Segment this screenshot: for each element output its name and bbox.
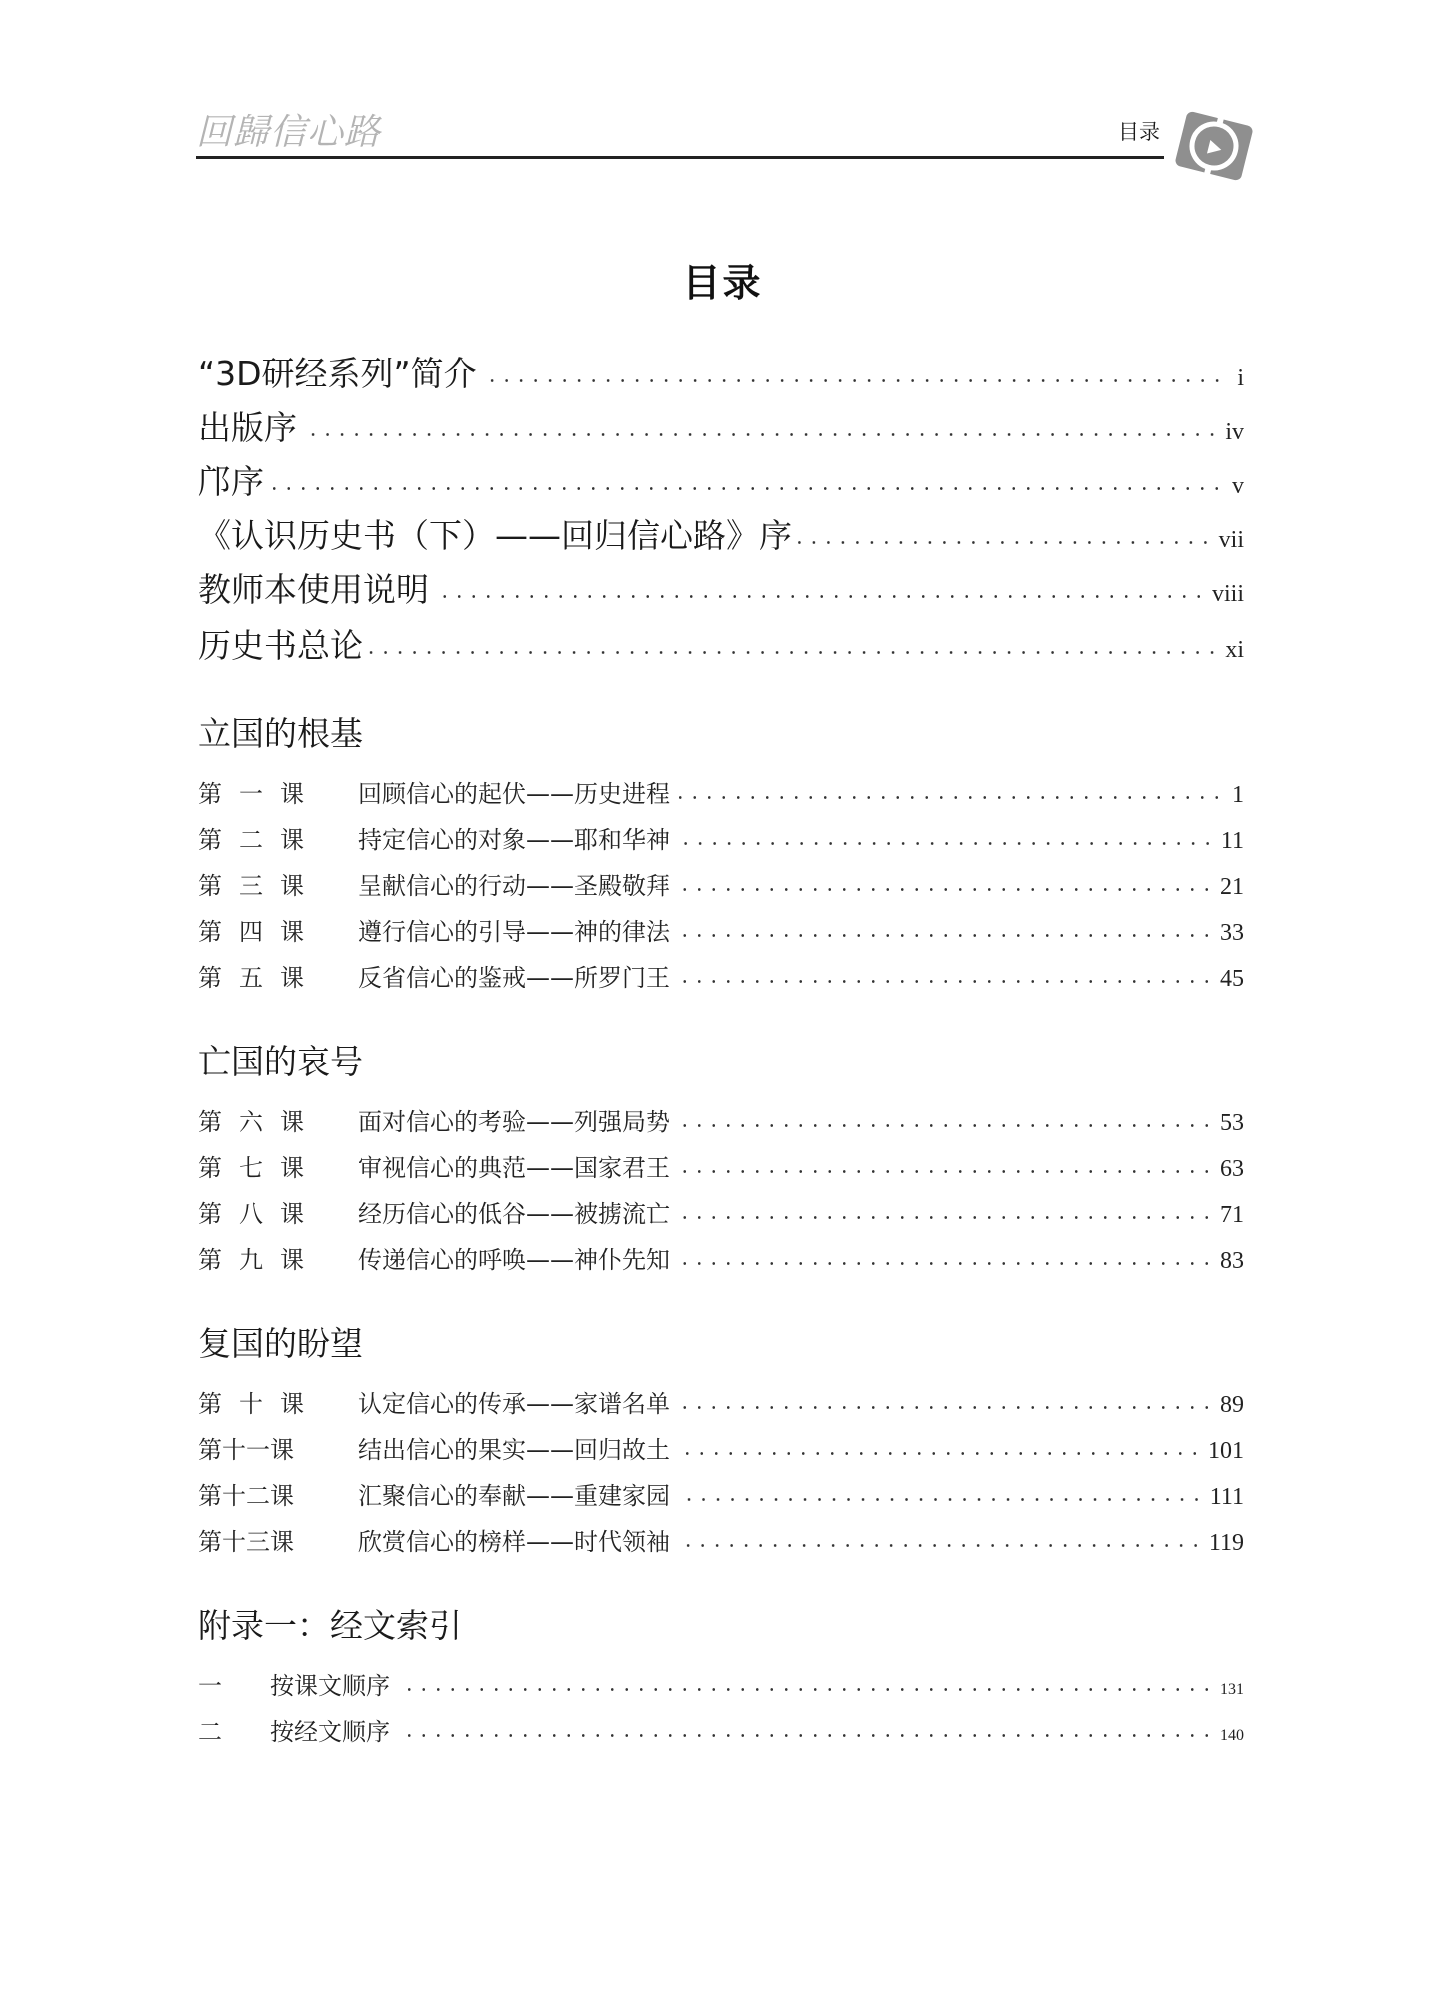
section-heading: 亡国的哀号 xyxy=(198,1042,363,1081)
lesson-title: 汇聚信心的奉献——重建家园 xyxy=(358,1482,670,1510)
dot-leader xyxy=(676,970,1214,986)
lesson-title: 认定信心的传承——家谱名单 xyxy=(358,1390,670,1418)
toc-page-number: 71 xyxy=(1220,1202,1244,1228)
toc-entry-appendix-1[interactable] xyxy=(198,1666,1244,1701)
section-heading: 复国的盼望 xyxy=(198,1324,363,1363)
toc-page-number: 119 xyxy=(1208,1530,1244,1556)
section-heading: 立国的根基 xyxy=(198,714,363,753)
dot-leader xyxy=(676,1206,1214,1222)
dot-leader xyxy=(676,924,1214,940)
lesson-title: 审视信心的典范——国家君王 xyxy=(358,1154,670,1182)
dot-leader xyxy=(676,786,1224,802)
toc-page-number: 63 xyxy=(1220,1156,1244,1182)
toc-page-number: vii xyxy=(1218,527,1244,553)
toc-entry-lesson-10[interactable] xyxy=(198,1384,1244,1419)
lesson-title: 呈献信心的行动——圣殿敬拜 xyxy=(358,872,670,900)
dot-leader xyxy=(676,1442,1202,1458)
toc-entry-front-4[interactable] xyxy=(198,510,1244,557)
appendix-title: 按课文顺序 xyxy=(270,1672,390,1700)
lesson-title: 回顾信心的起伏——历史进程 xyxy=(358,780,670,808)
toc-entry-appendix-2[interactable] xyxy=(198,1712,1244,1747)
toc-entry-lesson-4[interactable] xyxy=(198,912,1244,947)
toc-page-number: iv xyxy=(1225,419,1244,445)
dot-leader xyxy=(676,1396,1214,1412)
toc-entry-label: 历史书总论 xyxy=(198,626,363,665)
toc-entry-lesson-13[interactable] xyxy=(198,1522,1244,1557)
appendix-index: 一 xyxy=(198,1672,222,1700)
toc-entry-label: 《认识历史书（下）——回归信心路》序 xyxy=(198,516,792,555)
dot-leader xyxy=(798,531,1213,547)
lesson-number: 第十课 xyxy=(198,1390,321,1418)
toc-entry-lesson-2[interactable] xyxy=(198,820,1244,855)
toc-page-number: 33 xyxy=(1220,920,1244,946)
toc-entry-label: “3D研经系列”简介 xyxy=(198,354,477,393)
toc-entry-front-6[interactable] xyxy=(198,620,1244,667)
toc-entry-lesson-8[interactable] xyxy=(198,1194,1244,1229)
toc-entry-lesson-5[interactable] xyxy=(198,958,1244,993)
toc-page-number: 11 xyxy=(1220,828,1244,854)
lesson-number: 第四课 xyxy=(198,918,321,946)
lesson-title: 欣赏信心的榜样——时代领袖 xyxy=(358,1528,670,1556)
dot-leader xyxy=(676,1114,1214,1130)
lesson-number: 第十二课 xyxy=(198,1482,294,1510)
lesson-number: 第二课 xyxy=(198,826,321,854)
toc-entry-lesson-12[interactable] xyxy=(198,1476,1244,1511)
toc-page-number: v xyxy=(1232,473,1244,499)
lesson-number: 第一课 xyxy=(198,780,321,808)
toc-entry-lesson-6[interactable] xyxy=(198,1102,1244,1137)
toc-entry-label: 出版序 xyxy=(198,408,297,447)
toc-entry-label: 教师本使用说明 xyxy=(198,570,429,609)
lesson-number: 第十三课 xyxy=(198,1528,294,1556)
lesson-title: 持定信心的对象——耶和华神 xyxy=(358,826,670,854)
toc-page-number: 45 xyxy=(1220,966,1244,992)
page-title: 目录 xyxy=(682,260,763,305)
lesson-number: 第五课 xyxy=(198,964,321,992)
toc-entry-lesson-11[interactable] xyxy=(198,1430,1244,1465)
toc-page-number: 111 xyxy=(1209,1484,1244,1510)
toc-page-number: 140 xyxy=(1220,1727,1244,1744)
dot-leader xyxy=(676,832,1215,848)
toc-entry-front-1[interactable] xyxy=(198,348,1244,395)
toc-entry-lesson-3[interactable] xyxy=(198,866,1244,901)
lesson-number: 第六课 xyxy=(198,1108,321,1136)
toc-entry-front-2[interactable] xyxy=(198,402,1244,449)
toc-entry-front-5[interactable] xyxy=(198,564,1244,611)
toc-page-number: xi xyxy=(1225,637,1244,663)
lesson-number: 第七课 xyxy=(198,1154,321,1182)
appendix-heading: 附录一：经文索引 xyxy=(198,1606,462,1645)
toc-entry-lesson-7[interactable] xyxy=(198,1148,1244,1183)
toc-page-number: 53 xyxy=(1220,1110,1244,1136)
lesson-title: 传递信心的呼唤——神仆先知 xyxy=(358,1246,670,1274)
dot-leader xyxy=(270,477,1224,493)
header-rule xyxy=(196,156,1164,159)
lesson-title: 结出信心的果实——回归故土 xyxy=(358,1436,670,1464)
toc-entry-lesson-1[interactable] xyxy=(198,774,1244,809)
lesson-number: 第三课 xyxy=(198,872,321,900)
appendix-index: 二 xyxy=(198,1718,222,1746)
toc-page-number: viii xyxy=(1211,581,1244,607)
toc-entry-lesson-9[interactable] xyxy=(198,1240,1244,1275)
dot-leader xyxy=(676,1160,1214,1176)
toc-page-number: i xyxy=(1237,365,1244,391)
toc-page-number: 131 xyxy=(1220,1681,1244,1698)
lesson-number: 第八课 xyxy=(198,1200,321,1228)
lesson-number: 第十一课 xyxy=(198,1436,294,1464)
toc-entry-label: 邝序 xyxy=(198,462,264,501)
running-head xyxy=(196,100,1164,160)
toc-entry-front-3[interactable] xyxy=(198,456,1244,503)
dot-leader xyxy=(396,1724,1214,1740)
dot-leader xyxy=(303,423,1219,439)
toc-page-number: 1 xyxy=(1232,782,1244,808)
dot-leader xyxy=(435,585,1206,601)
dot-leader xyxy=(676,1488,1204,1504)
dot-leader xyxy=(483,369,1224,385)
dot-leader xyxy=(676,878,1214,894)
lesson-number: 第九课 xyxy=(198,1246,321,1274)
dot-leader xyxy=(369,641,1219,657)
dot-leader xyxy=(676,1252,1214,1268)
appendix-title: 按经文顺序 xyxy=(270,1718,390,1746)
dot-leader xyxy=(676,1534,1203,1550)
toc-page-number: 83 xyxy=(1220,1248,1244,1274)
dot-leader xyxy=(396,1678,1214,1694)
lesson-title: 遵行信心的引导——神的律法 xyxy=(358,918,670,946)
running-head-section: 目录 xyxy=(1118,120,1160,144)
toc-page-number: 101 xyxy=(1208,1438,1244,1464)
lesson-title: 经历信心的低谷——被掳流亡 xyxy=(358,1200,670,1228)
trinity-circle-logo-icon xyxy=(1172,104,1256,188)
toc-page-number: 21 xyxy=(1220,874,1244,900)
lesson-title: 反省信心的鉴戒——所罗门王 xyxy=(358,964,670,992)
lesson-title: 面对信心的考验——列强局势 xyxy=(358,1108,670,1136)
brand-wordmark: 回歸信心路 xyxy=(196,112,382,153)
toc-page-number: 89 xyxy=(1220,1392,1244,1418)
